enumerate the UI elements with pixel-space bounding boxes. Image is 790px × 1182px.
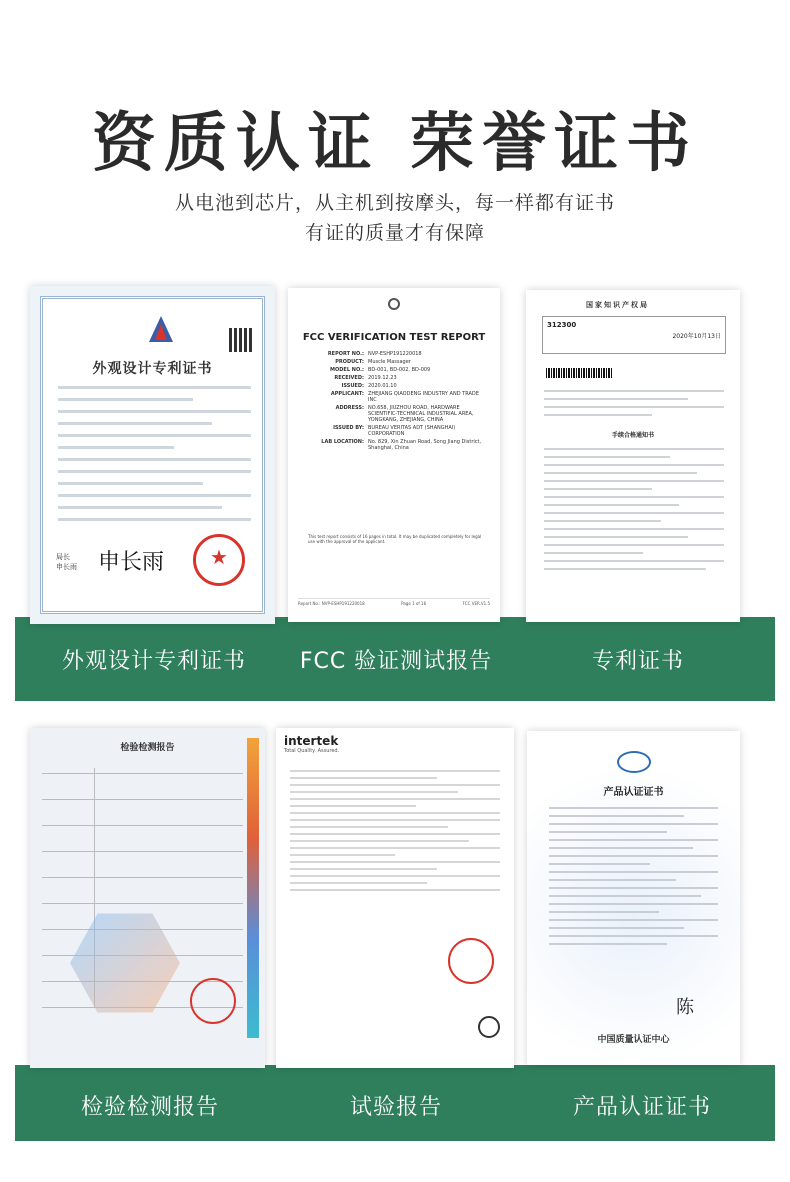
intertek-tagline: Total Quality. Assured. [284, 748, 340, 754]
inspection-title: 检验检测报告 [120, 743, 175, 753]
qr-code [229, 328, 253, 352]
certificate-design-patent [30, 286, 275, 624]
field-value: ZHEJIANG QIAODENG INDUSTRY AND TRADE INC [368, 391, 479, 403]
signature-role: 局长 申长雨 [56, 553, 77, 571]
cqc-logo-icon [617, 751, 651, 773]
label-test-report: 试验报告 [349, 1095, 442, 1120]
product-cert-title: 产品认证证书 [603, 787, 664, 798]
field-value: 2019.12.23 [368, 375, 397, 381]
subtitle-line-2: 有证的质量才有保障 [304, 222, 485, 244]
report-field-row [308, 358, 484, 366]
field-value: Muscle Massager [368, 359, 411, 365]
signature: 申长雨 [98, 550, 165, 575]
field-key: RECEIVED: [334, 375, 364, 381]
signature: 陈 [676, 997, 694, 1018]
report-fields-table [308, 350, 484, 452]
field-key: MODEL NO.: [330, 367, 364, 373]
product-cert-lines [549, 807, 718, 951]
red-seal-icon [190, 978, 236, 1024]
field-value: BUREAU VERITAS ADT (SHANGHAI) CORPORATION [368, 425, 456, 437]
label-product-cert: 产品认证证书 [572, 1095, 711, 1120]
certificate-product-certification [527, 731, 740, 1065]
field-value: BD-001, BD-002, BD-009 [368, 367, 431, 373]
label-design-patent: 外观设计专利证书 [61, 649, 246, 674]
barcode-icon [546, 368, 612, 378]
notice-title: 手续合格通知书 [611, 432, 654, 439]
field-value: NO.658, JIUZHOU ROAD, HARDWARE SCIENTIFIC-TECHNICAL INDUSTRIAL AREA, YONGKANG, ZHEJIANG, CHINA [368, 405, 474, 423]
field-key: APPLICANT: [330, 391, 364, 397]
field-key: ISSUED: [341, 383, 364, 389]
page-title: 资质认证 荣誉证书 [91, 107, 699, 181]
report-field-row [308, 382, 484, 390]
report-field-row [308, 366, 484, 374]
certificate-inspection-report [30, 728, 265, 1068]
certificate-text-lines [58, 386, 251, 530]
field-value: NVP-ESHP191220018 [368, 351, 422, 357]
report-note: This test report consists of 16 pages in total. It may be duplicated completely for legal use with the approval of the applicant. [308, 534, 482, 544]
label-patent: 专利证书 [591, 649, 684, 674]
intertek-logo: intertek [284, 734, 339, 748]
report-field-row [308, 404, 484, 424]
red-seal-icon [193, 534, 245, 586]
report-field-row [308, 424, 484, 438]
field-value: No. 829, Xin Zhuan Road, Song Jiang District, Shanghai, China [368, 439, 482, 451]
address-box: 312300 2020年10月13日 [542, 316, 726, 354]
colored-side-strip [247, 738, 259, 1038]
subtitle-line-1: 从电池到芯片，从主机到按摩头，每一样都有证书 [174, 192, 615, 214]
field-key: REPORT NO.: [327, 351, 364, 357]
field-key: ISSUED BY: [333, 425, 364, 431]
certificate-fcc-report [288, 288, 500, 622]
patent-logo-icon [146, 314, 176, 344]
report-field-row [308, 374, 484, 382]
report-title: FCC VERIFICATION TEST REPORT [302, 332, 486, 343]
report-field-row [308, 390, 484, 404]
info-circle-icon [478, 1016, 500, 1038]
issuer-name: 中国质量认证中心 [597, 1035, 670, 1045]
label-fcc-report: FCC 验证测试报告 [299, 649, 493, 674]
notice-lines-body [544, 448, 724, 576]
field-value: 2020.01.10 [368, 383, 397, 389]
bureau-veritas-logo-icon [388, 298, 400, 310]
field-key: LAB LOCATION: [321, 439, 364, 445]
label-inspection-report: 检验检测报告 [80, 1095, 219, 1120]
red-seal-icon [448, 938, 494, 984]
report-footer: Report No.: NVP-ESHP191220018 Page 1 of 16 FCC VER.V1.5 [298, 598, 490, 606]
certificate-title: 外观设计专利证书 [92, 361, 213, 377]
report-field-row [308, 350, 484, 358]
report-field-row [308, 438, 484, 452]
certificate-intertek-report [276, 728, 514, 1068]
report-text-lines [290, 770, 500, 896]
field-key: ADDRESS: [335, 405, 364, 411]
certificate-patent-notice [526, 290, 740, 622]
notice-lines-top [544, 390, 724, 422]
issuer-header: 国家知识产权局 [586, 301, 649, 309]
field-key: PRODUCT: [335, 359, 364, 365]
